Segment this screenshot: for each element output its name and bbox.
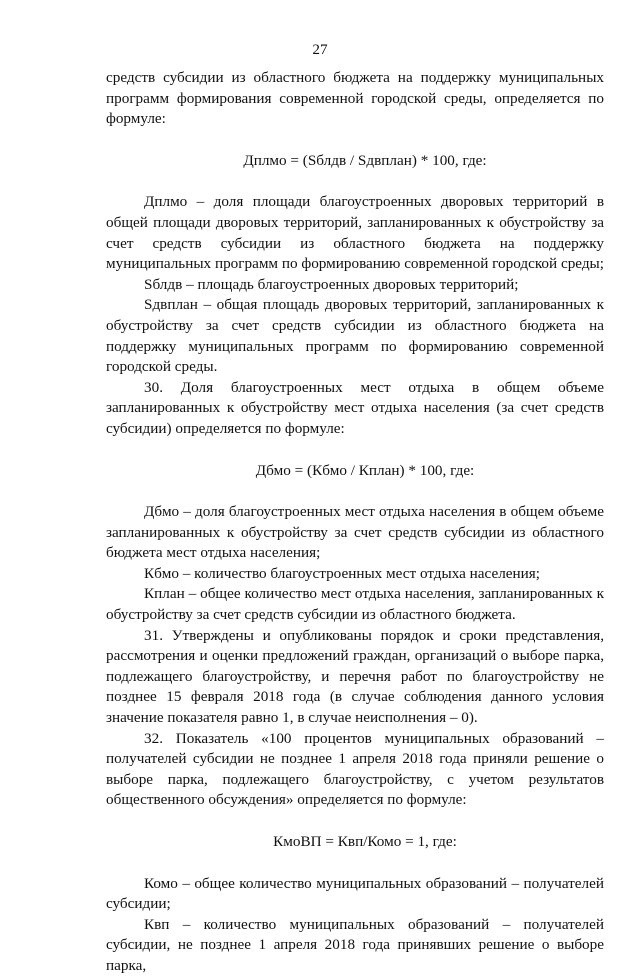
paragraph-sdvplan-def: Sдвплан – общая площадь дворовых территорий, запланированных к обустройству за счет средств субсидии из областного бюджета на поддержку муниципальных программ по формированию современной городской среды. [106, 296, 604, 376]
paragraph-komo-def: Комо – общее количество муниципальных образований – получателей субсидии; [106, 874, 604, 913]
formula-kmovp: КмоВП = Квп/Комо = 1, где: [273, 833, 457, 850]
paragraph-item-32: 32. Показатель «100 процентов муниципальных образований – получателей субсидии не позднее 1 апреля 2018 года приняли решение о выборе парка, подлежащего благоустройству, с учетом результатов общественного обсуждения» определяется по формуле: [106, 729, 604, 809]
document-body [106, 68, 604, 977]
formula-dbmo: Дбмо = (Кбмо / Кплан) * 100, где: [255, 461, 475, 479]
paragraph-dplmo-def: Дплмо – доля площади благоустроенных дворовых территорий в общей площади дворовых территорий, запланированных к обустройству за счет средств субсидии из областного бюджета на поддержку муниципальных программ по формированию современной городской среды; [106, 193, 604, 273]
paragraph-intro: средств субсидии из областного бюджета на поддержку муниципальных программ формирования современной городской среды, определяется по формуле: [106, 69, 604, 128]
paragraph-kvp-def: Квп – количество муниципальных образований – получателей субсидии, не позднее 1 апреля 2018 года принявших решение о выборе парка, [106, 915, 604, 974]
paragraph-sbldv-def: Sблдв – площадь благоустроенных дворовых территорий; [144, 275, 519, 293]
paragraph-kbmo-def: Кбмо – количество благоустроенных мест отдыха населения; [144, 564, 540, 582]
formula-dplmo: Дплмо = (Sблдв / Sдвплан) * 100, где: [243, 151, 487, 169]
page-number: 27 [312, 41, 328, 58]
paragraph-item-30: 30. Доля благоустроенных мест отдыха в общем объеме запланированных к обустройству мест отдыха населения (за счет средств субсидии) определяется по формуле: [106, 378, 604, 437]
paragraph-dbmo-def: Дбмо – доля благоустроенных мест отдыха населения в общем объеме запланированных к обустройству за счет средств субсидии из областного бюджета мест отдыха населения; [106, 503, 604, 562]
paragraph-item-31: 31. Утверждены и опубликованы порядок и сроки представления, рассмотрения и оценки предложений граждан, организаций о выборе парка, подлежащего благоустройству, и перечня работ по благоустройству не позднее 15 февраля 2018 года (в случае соблюдения данного условия значение показателя равно 1, в случае неисполнения – 0). [106, 626, 604, 727]
paragraph-kplan-def: Кплан – общее количество мест отдыха населения, запланированных к обустройству за счет средств субсидии из областного бюджета. [106, 585, 604, 624]
